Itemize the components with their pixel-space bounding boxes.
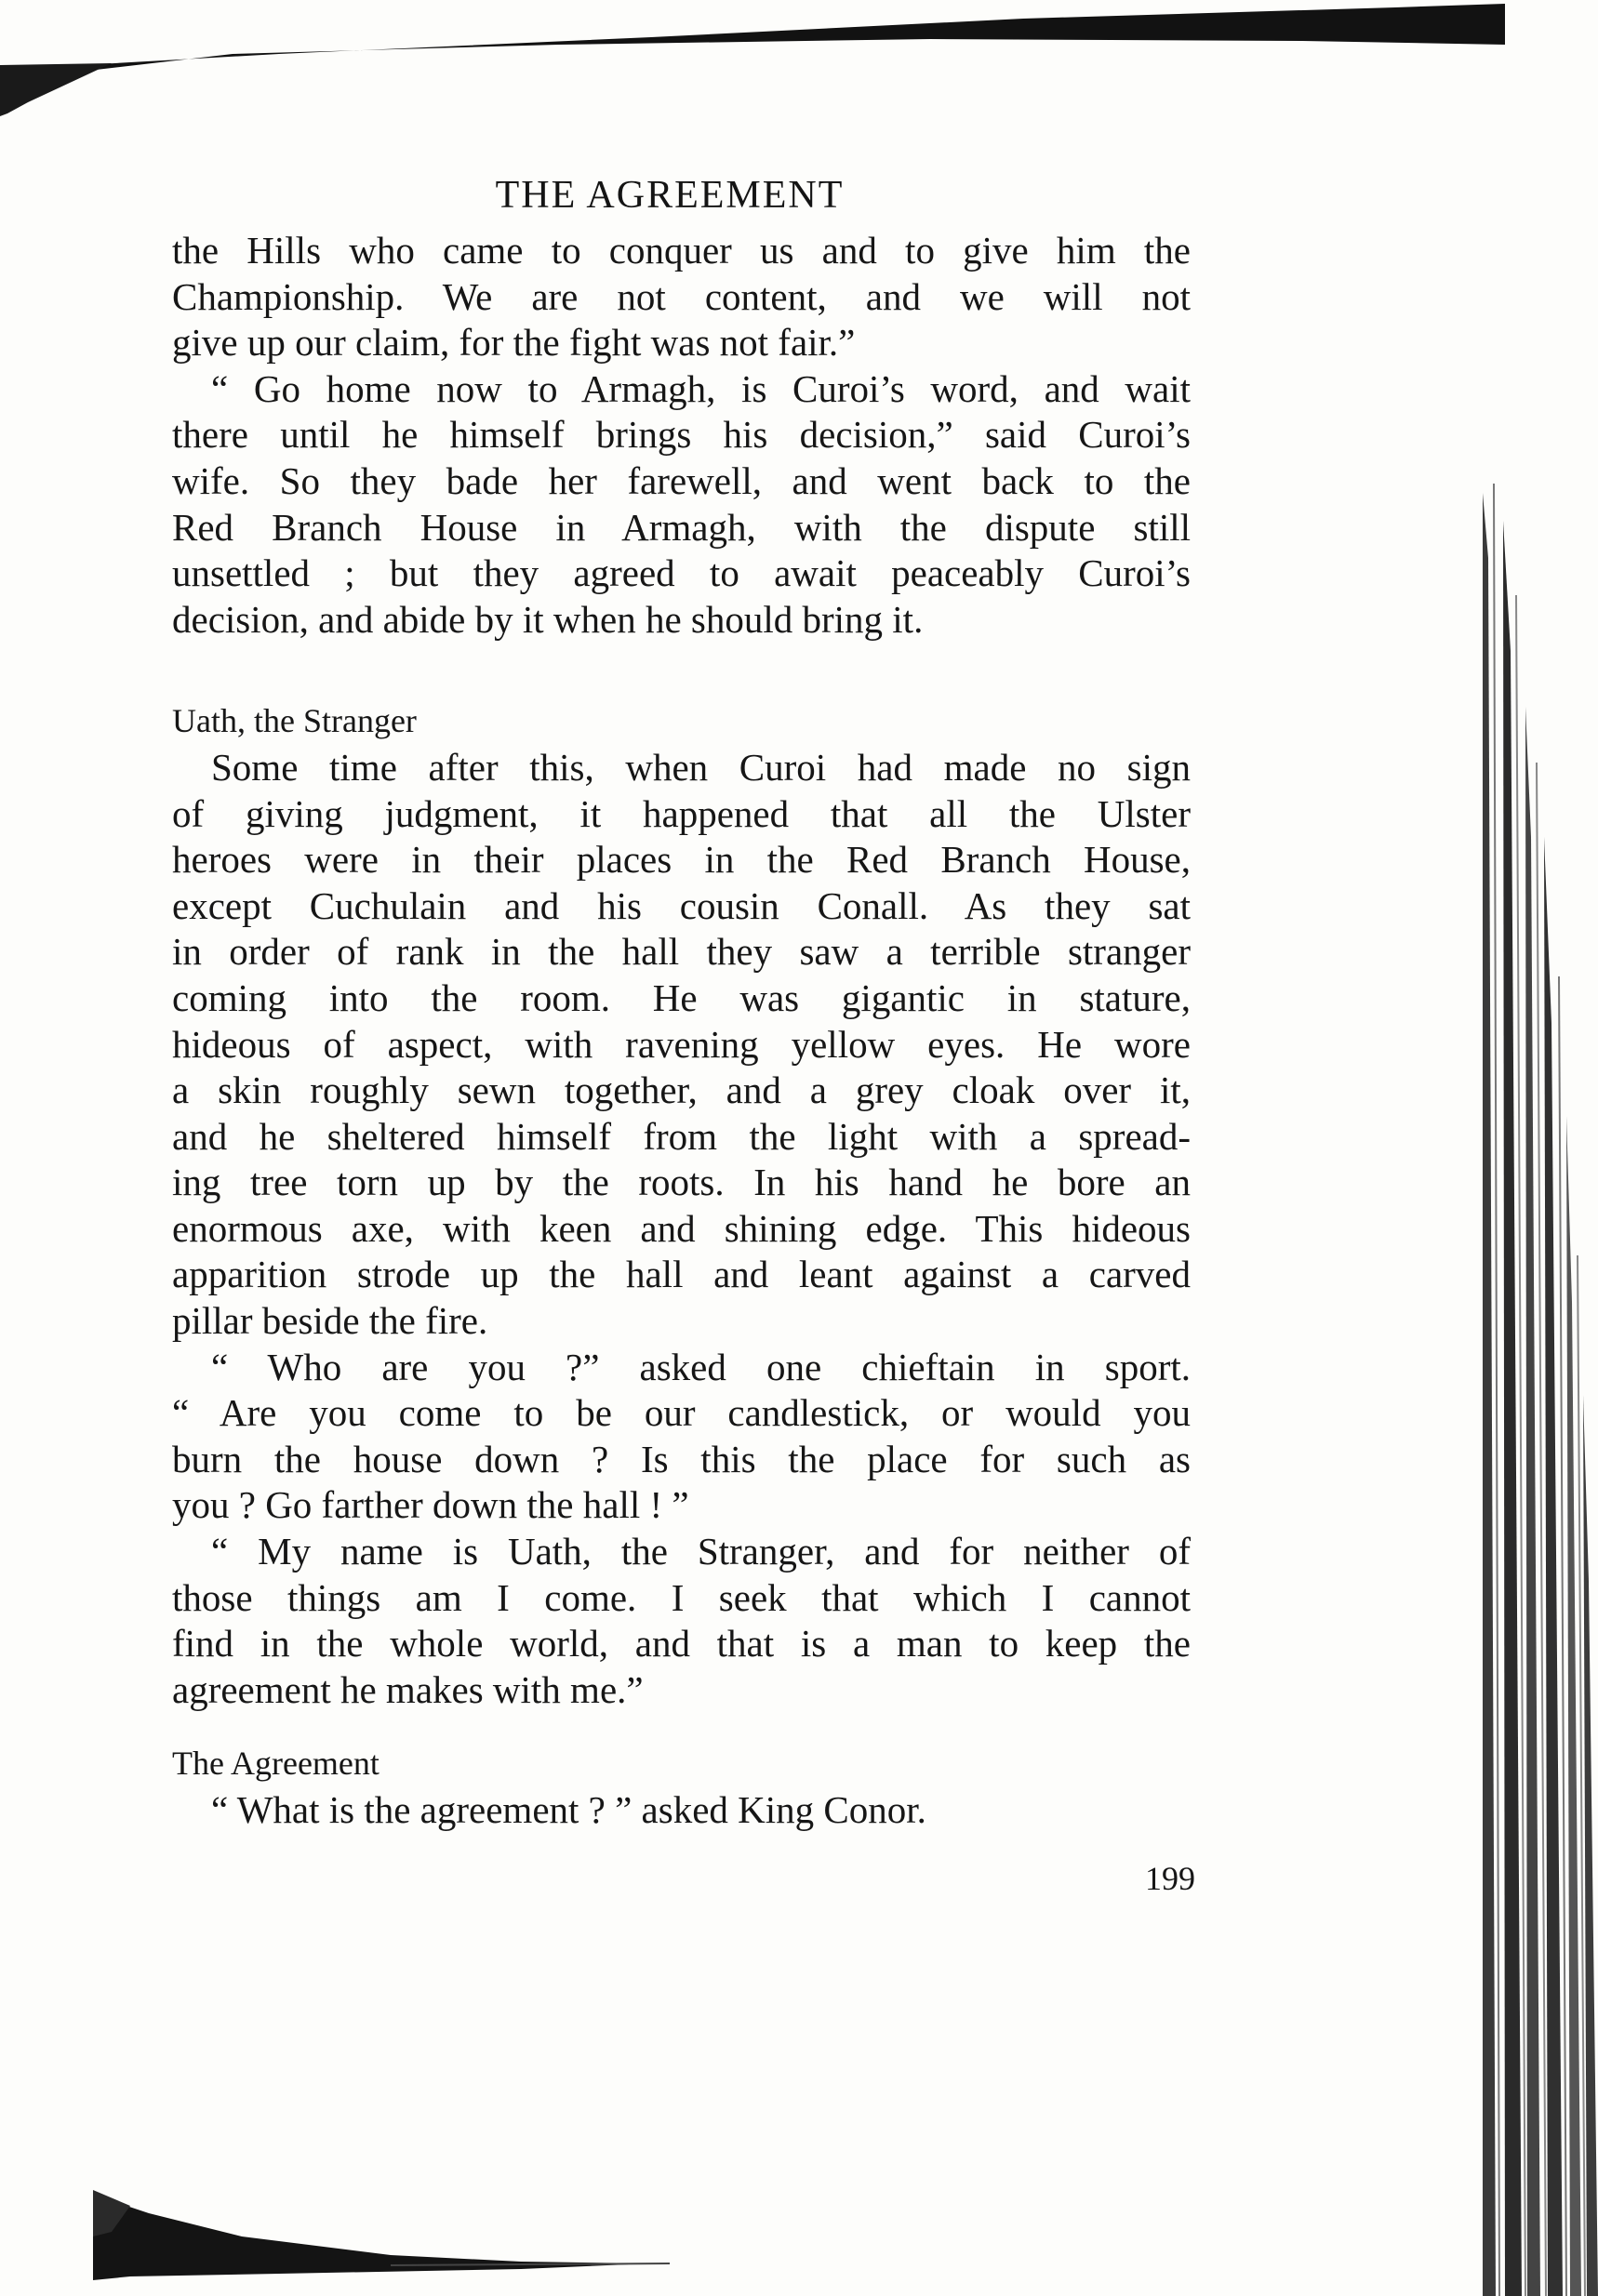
text-line: wife. So they bade her farewell, and went back to the [172, 458, 1191, 502]
text-line: unsettled ; but they agreed to await peaceably Curoi’s [172, 551, 1191, 595]
text-line: a skin roughly sewn together, and a grey cloak over it, [172, 1068, 1191, 1112]
text-line: the Hills who came to conquer us and to give him the [172, 229, 1191, 272]
section-gap [172, 643, 1191, 698]
text-line: those things am I come. I seek that which I cannot [172, 1575, 1191, 1619]
text-line: “ Who are you ?” asked one chieftain in sport. [211, 1345, 1191, 1388]
text-line: decision, and abide by it when he should bring it. [172, 597, 924, 641]
text-line: ing tree torn up by the roots. In his hand he bore an [172, 1161, 1191, 1204]
paragraph-my-name [172, 1529, 1191, 1713]
page-text [172, 228, 1191, 1834]
text-line: of giving judgment, it happened that all the Ulster [172, 791, 1191, 835]
text-line: Red Branch House in Armagh, with the dispute still [172, 505, 1191, 549]
paragraph-who-are-you [172, 1345, 1191, 1529]
page-number: 199 [1145, 1860, 1195, 1897]
text-line: agreement he makes with me.” [172, 1667, 644, 1711]
top-scan-edge [0, 4, 1505, 107]
section-heading-uath: Uath, the Stranger [172, 702, 417, 740]
text-line: hideous of aspect, with ravening yellow eyes. He wore [172, 1022, 1191, 1066]
text-line: heroes were in their places in the Red Branch House, [172, 838, 1191, 882]
right-gutter-streaks [1483, 484, 1598, 2296]
text-line: enormous axe, with keen and shining edge. This hideous [172, 1206, 1191, 1250]
text-line: “ Go home now to Armagh, is Curoi’s word, and wait [211, 366, 1191, 410]
text-line: “ Are you come to be our candlestick, or would you [172, 1391, 1191, 1435]
text-line: Some time after this, when Curoi had made no sign [211, 745, 1191, 789]
text-line: except Cuchulain and his cousin Conall. As they sat [172, 883, 1191, 927]
text-line: there until he himself brings his decision,” said Curoi’s [172, 413, 1191, 457]
section-heading-agreement: The Agreement [172, 1745, 380, 1783]
text-line: pillar beside the fire. [172, 1299, 488, 1343]
text-line: Championship. We are not content, and we will not [172, 274, 1191, 318]
paragraph-curoi-wife [172, 366, 1191, 644]
paragraph-what-is-agreement [172, 1787, 1191, 1834]
text-line: give up our claim, for the fight was not fair.” [172, 321, 856, 365]
text-line: “ My name is Uath, the Stranger, and for neither of [211, 1530, 1191, 1573]
paragraph-stranger-arrives [172, 745, 1191, 1345]
text-line: apparition strode up the hall and leant against a carved [172, 1253, 1191, 1296]
text-line: coming into the room. He was gigantic in stature, [172, 975, 1191, 1019]
text-line: burn the house down ? Is this the place for such as [172, 1437, 1191, 1480]
text-line: you ? Go farther down the hall ! ” [172, 1483, 689, 1527]
text-line: in order of rank in the hall they saw a terrible stranger [172, 930, 1191, 974]
text-line: find in the whole world, and that is a man to keep the [172, 1622, 1191, 1666]
paragraph-continued [172, 228, 1191, 366]
section-gap [172, 1713, 1191, 1741]
text-line: “ What is the agreement ? ” asked King Conor. [211, 1788, 926, 1831]
text-line: and he sheltered himself from the light with a spread- [172, 1114, 1191, 1158]
running-head: THE AGREEMENT [495, 174, 845, 217]
bottom-scan-wedge [93, 2195, 651, 2280]
top-scan-edge-tail [0, 63, 112, 116]
